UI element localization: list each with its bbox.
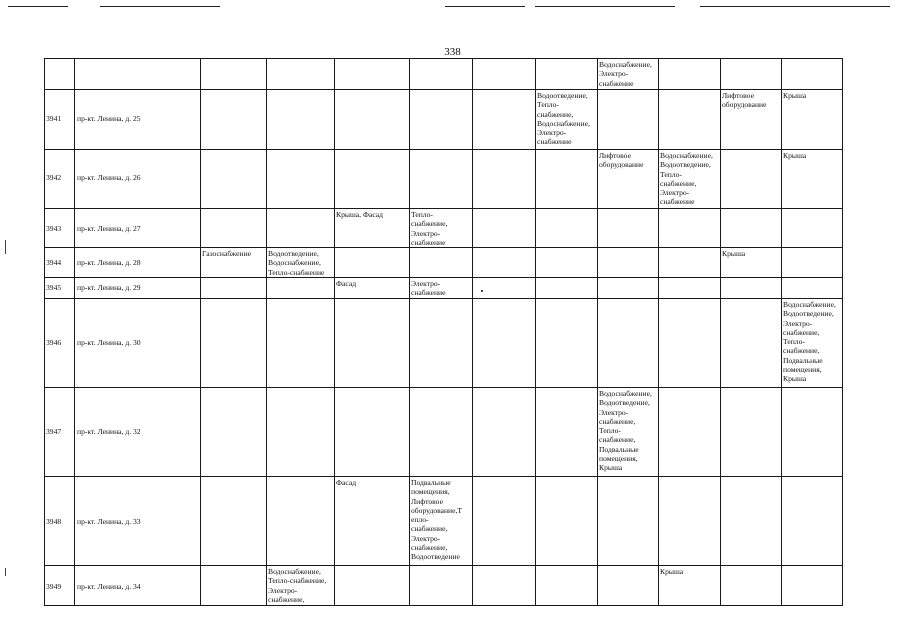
scan-artifact	[100, 6, 220, 7]
page-number: 338	[444, 46, 461, 58]
row-border	[44, 149, 843, 150]
row-number: 3942	[46, 173, 62, 182]
row-number: 3948	[46, 517, 62, 526]
row-address: пр-кт. Ленина, д. 27	[77, 224, 141, 233]
cell-3945-col4: Фасад	[336, 279, 357, 288]
scan-speck	[481, 290, 483, 292]
row-number: 3941	[46, 114, 62, 123]
column-border	[74, 58, 75, 606]
row-number: 3949	[46, 582, 62, 591]
cell-3942-col8: Лифтовое оборудование	[599, 151, 644, 170]
scan-speck	[5, 240, 6, 254]
scan-speck	[5, 568, 6, 576]
row-border	[44, 58, 843, 59]
cell-3944-col3: Водоотведение, Водоснабжение, Тепло-снабжение	[268, 249, 325, 277]
row-border	[44, 208, 843, 209]
cell-3947-col8: Водоснабжение, Водоотведение, Электро- снабжение, Тепло- снабжение, Подвальные помещения, Крыша	[599, 389, 652, 473]
row-address: пр-кт. Ленина, д. 32	[77, 427, 141, 436]
cell-3944-col2: Газоснабжение	[202, 249, 252, 258]
row-border	[44, 89, 843, 90]
scan-artifact	[535, 6, 675, 7]
cell-top-col8: Водоснабжение, Электро- снабжение	[599, 60, 652, 88]
column-border	[409, 58, 410, 606]
row-address: пр-кт. Ленина, д. 29	[77, 283, 141, 292]
register-table	[44, 58, 843, 606]
column-border	[781, 58, 782, 606]
cell-3942-col9: Водоснабжение, Водоотведение, Тепло- снабжение, Электро- снабжение	[660, 151, 713, 207]
row-address: пр-кт. Ленина, д. 30	[77, 338, 141, 347]
cell-3941-col10: Лифтовое оборудование	[722, 91, 767, 110]
cell-3949-col3: Водоснабжение, Тепло-снабжение, Электро- снабжение,	[268, 567, 327, 604]
row-border	[44, 387, 843, 388]
scan-artifact	[700, 6, 890, 7]
cell-3943-col5: Тепло- снабжение, Электро- снабжение	[411, 210, 448, 247]
cell-3941-col11: Крыша	[783, 91, 807, 100]
cell-3943-col4: Крыша, Фасад	[336, 210, 384, 219]
cell-3944-col10: Крыша	[722, 249, 746, 258]
column-border	[334, 58, 335, 606]
row-address: пр-кт. Ленина, д. 28	[77, 258, 141, 267]
cell-3945-col5: Электро- снабжение	[411, 279, 446, 298]
scan-artifact	[8, 6, 68, 7]
row-number: 3945	[46, 283, 62, 292]
row-border	[44, 565, 843, 566]
row-border	[44, 605, 843, 606]
row-address: пр-кт. Ленина, д. 26	[77, 173, 141, 182]
column-border	[535, 58, 536, 606]
row-number: 3943	[46, 224, 62, 233]
scan-artifact	[445, 6, 525, 7]
cell-3941-col7: Водоотведение, Тепло- снабжение, Водоснабжение, Электро- снабжение	[537, 91, 590, 147]
column-border	[720, 58, 721, 606]
row-border	[44, 476, 843, 477]
column-border	[200, 58, 201, 606]
row-address: пр-кт. Ленина, д. 25	[77, 114, 141, 123]
cell-3949-col9: Крыша	[660, 567, 684, 576]
cell-3948-col5: Подвальные помещения, Лифтовое оборудование,Т епло- снабжение, Электро- снабжение, Водоотведение	[411, 478, 463, 562]
row-address: пр-кт. Ленина, д. 34	[77, 582, 141, 591]
cell-3946-col11: Водоснабжение, Водоотведение, Электро- снабжение, Тепло- снабжение, Подвальные помещения, Крыша	[783, 300, 836, 384]
row-number: 3944	[46, 258, 62, 267]
row-number: 3946	[46, 338, 62, 347]
column-border	[44, 58, 45, 606]
row-number: 3947	[46, 427, 62, 436]
row-border	[44, 298, 843, 299]
column-border	[658, 58, 659, 606]
row-address: пр-кт. Ленина, д. 33	[77, 517, 141, 526]
cell-3948-col4: Фасад	[336, 478, 357, 487]
column-border	[266, 58, 267, 606]
row-border	[44, 277, 843, 278]
cell-3942-col11: Крыша	[783, 151, 807, 160]
